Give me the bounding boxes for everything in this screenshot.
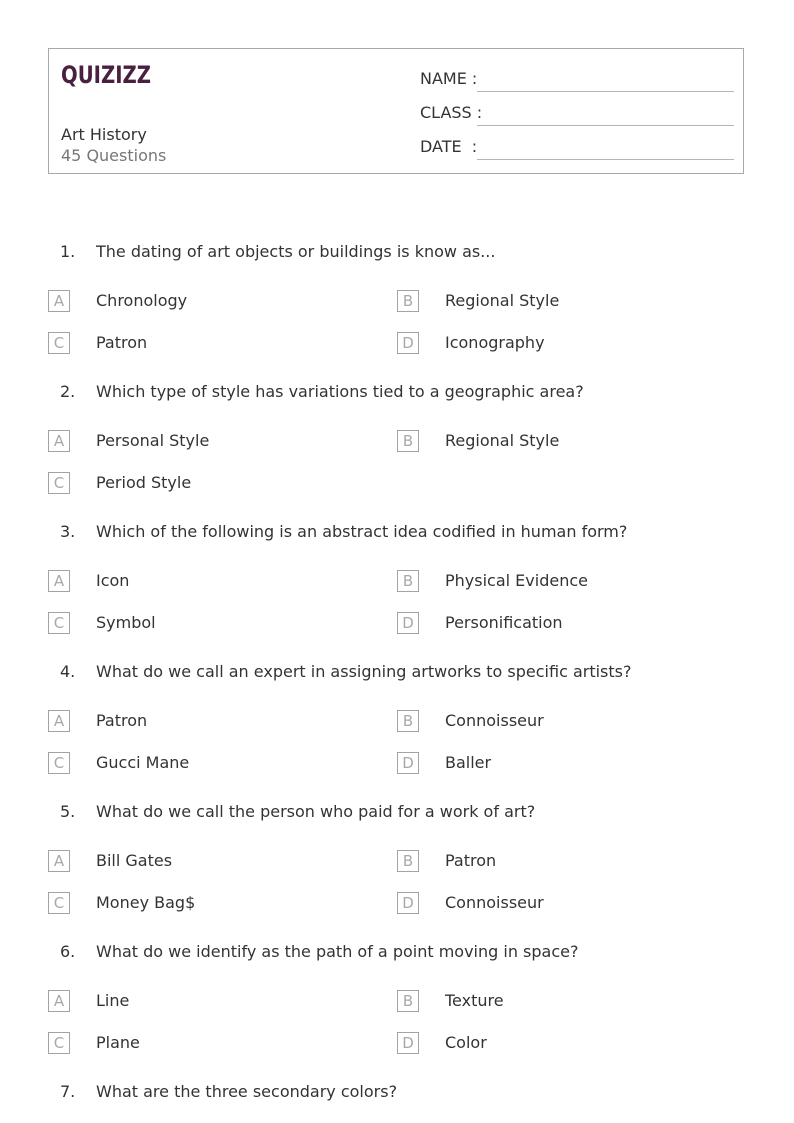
option-c-text: Patron <box>96 333 148 352</box>
option-b-box[interactable]: B <box>397 710 419 732</box>
option-d-box[interactable]: D <box>397 752 419 774</box>
option-a-text: Icon <box>96 571 130 590</box>
option-b-text: Regional Style <box>445 431 560 450</box>
class-field[interactable] <box>420 103 734 127</box>
question-number: 4. <box>60 662 76 681</box>
quizizz-logo <box>61 59 153 89</box>
worksheet-header <box>48 48 744 174</box>
option-c-box[interactable]: C <box>48 1032 70 1054</box>
question-text: The dating of art objects or buildings is know as... <box>96 242 496 261</box>
option-c-box[interactable]: C <box>48 752 70 774</box>
option-d-box[interactable]: D <box>397 1032 419 1054</box>
question-count: 45 Questions <box>61 146 167 165</box>
option-b-text: Connoisseur <box>445 711 544 730</box>
option-c-box[interactable]: C <box>48 612 70 634</box>
option-b-box[interactable]: B <box>397 850 419 872</box>
option-a-box[interactable]: A <box>48 570 70 592</box>
option-b-text: Regional Style <box>445 291 560 310</box>
option-d-text: Iconography <box>445 333 545 352</box>
option-c-text: Plane <box>96 1033 140 1052</box>
date-line <box>477 159 734 160</box>
option-d-box[interactable]: D <box>397 332 419 354</box>
question-number: 7. <box>60 1082 76 1101</box>
option-d-text: Color <box>445 1033 487 1052</box>
option-d-text: Personification <box>445 613 563 632</box>
question-text: What do we call an expert in assigning artworks to specific artists? <box>96 662 632 681</box>
option-a-box[interactable]: A <box>48 710 70 732</box>
option-a-box[interactable]: A <box>48 430 70 452</box>
question-number: 1. <box>60 242 76 261</box>
question-text: What do we call the person who paid for a work of art? <box>96 802 536 821</box>
option-a-box[interactable]: A <box>48 990 70 1012</box>
worksheet-title: Art History <box>61 125 147 144</box>
option-a-box[interactable]: A <box>48 850 70 872</box>
question-number: 6. <box>60 942 76 961</box>
option-c-box[interactable]: C <box>48 332 70 354</box>
option-b-box[interactable]: B <box>397 570 419 592</box>
name-line <box>477 91 734 92</box>
option-b-text: Physical Evidence <box>445 571 588 590</box>
option-a-text: Chronology <box>96 291 188 310</box>
option-a-box[interactable]: A <box>48 290 70 312</box>
class-line <box>477 125 734 126</box>
question-text: What do we identify as the path of a point moving in space? <box>96 942 579 961</box>
name-label: NAME : <box>420 69 478 88</box>
question-number: 2. <box>60 382 76 401</box>
svg-text:QUIZIZZ: QUIZIZZ <box>61 61 151 89</box>
option-b-text: Patron <box>445 851 497 870</box>
class-label: CLASS : <box>420 103 483 122</box>
option-b-text: Texture <box>445 991 504 1010</box>
option-d-text: Baller <box>445 753 492 772</box>
option-a-text: Patron <box>96 711 148 730</box>
option-a-text: Line <box>96 991 130 1010</box>
question-text: Which of the following is an abstract idea codified in human form? <box>96 522 628 541</box>
option-d-box[interactable]: D <box>397 892 419 914</box>
question-text: Which type of style has variations tied to a geographic area? <box>96 382 584 401</box>
option-c-text: Period Style <box>96 473 192 492</box>
question-number: 5. <box>60 802 76 821</box>
option-c-text: Symbol <box>96 613 156 632</box>
question-text: What are the three secondary colors? <box>96 1082 398 1101</box>
question-number: 3. <box>60 522 76 541</box>
option-b-box[interactable]: B <box>397 290 419 312</box>
option-c-box[interactable]: C <box>48 892 70 914</box>
name-field[interactable] <box>420 69 734 93</box>
option-c-text: Gucci Mane <box>96 753 190 772</box>
date-field[interactable] <box>420 137 734 161</box>
date-label: DATE : <box>420 137 478 156</box>
option-a-text: Personal Style <box>96 431 210 450</box>
option-b-box[interactable]: B <box>397 990 419 1012</box>
option-c-text: Money Bag$ <box>96 893 196 912</box>
option-a-text: Bill Gates <box>96 851 173 870</box>
option-c-box[interactable]: C <box>48 472 70 494</box>
option-b-box[interactable]: B <box>397 430 419 452</box>
option-d-text: Connoisseur <box>445 893 544 912</box>
option-d-box[interactable]: D <box>397 612 419 634</box>
